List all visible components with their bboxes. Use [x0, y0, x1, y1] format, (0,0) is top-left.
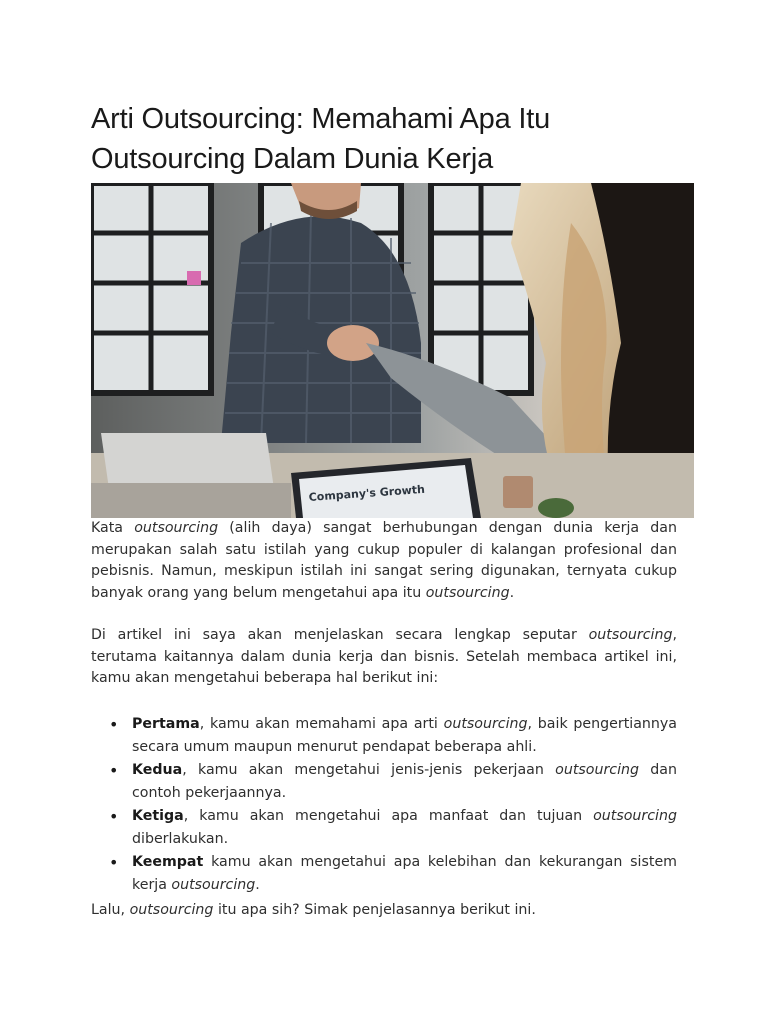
closing-paragraph [91, 900, 677, 922]
list-item-text: kamu akan mengetahui apa kelebihan dan kekurangan sistem kerja [132, 854, 677, 893]
list-item-bold: Kedua [132, 762, 183, 778]
p2-text-2: , terutama kaitannya dalam dunia kerja dan bisnis. Setelah membaca artikel ini, kamu akan mengetahui beberapa hal berikut ini: [91, 627, 677, 687]
handshake-photo [91, 183, 694, 518]
list-item-text: . [255, 877, 260, 893]
p1-text-3: . [509, 584, 515, 601]
bullet-icon: • [109, 715, 119, 734]
list-item-italic: outsourcing [443, 716, 528, 732]
article-title [91, 99, 651, 179]
p2-italic-1: outsourcing [588, 627, 673, 643]
list-item-text: , kamu akan mengetahui jenis-jenis pekerjaan [182, 762, 556, 778]
list-item-italic: outsourcing [593, 808, 677, 824]
list-item [109, 805, 677, 851]
p2-text-1: Di artikel ini saya akan menjelaskan secara lengkap seputar [91, 627, 589, 643]
p1-italic-2: outsourcing [425, 584, 510, 601]
overview-paragraph [91, 625, 677, 690]
list-item-text: dan contoh pekerjaannya. [132, 762, 677, 801]
list-item-text: diberlakukan. [132, 831, 229, 847]
list-item-bold: Pertama [132, 716, 200, 732]
p3-text-1: Lalu, [91, 902, 130, 918]
bullet-icon: • [109, 807, 119, 826]
list-item-italic: outsourcing [555, 762, 640, 778]
topics-list [109, 713, 677, 897]
list-item-text: , kamu akan mengetahui apa manfaat dan tujuan [183, 808, 594, 824]
list-item-bold: Ketiga [132, 808, 184, 824]
intro-paragraph [91, 518, 677, 604]
list-item [109, 759, 677, 805]
bullet-icon: • [109, 853, 119, 872]
list-item [109, 713, 677, 759]
laptop-screen-text: Company's Growth [308, 482, 426, 504]
p1-italic-1: outsourcing [134, 520, 219, 536]
p1-text-1: Kata [91, 520, 135, 536]
p3-text-2: itu apa sih? Simak penjelasannya berikut ini. [213, 902, 536, 918]
bullet-icon: • [109, 761, 119, 780]
list-item-bold: Keempat [132, 854, 204, 870]
p1-text-2: (alih daya) sangat berhubungan dengan dunia kerja dan merupakan salah satu istilah yang cukup populer di kalangan profesional dan pebisnis. Namun, meskipun istilah ini sangat sering digunakan, ternyata cukup banyak orang yang belum mengetahui apa itu [91, 520, 677, 601]
list-item-italic: outsourcing [171, 877, 256, 893]
list-item-text: , kamu akan memahami apa arti [199, 716, 444, 732]
list-item [109, 851, 677, 897]
list-item-text: , baik pengertiannya secara umum maupun menurut pendapat beberapa ahli. [132, 716, 677, 755]
article-title-line-1: Arti Outsourcing: Memahami Apa Itu [91, 103, 551, 135]
article-title-line-2: Outsourcing Dalam Dunia Kerja [91, 143, 493, 175]
p3-italic-1: outsourcing [129, 902, 214, 918]
